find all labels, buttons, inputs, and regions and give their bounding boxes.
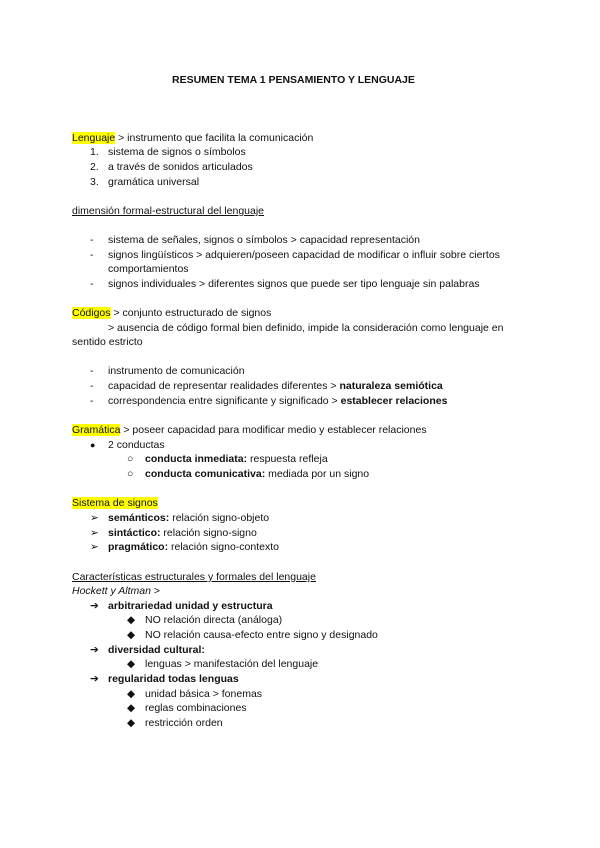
list-item: capacidad de representar realidades diferentes > naturaleza semiótica <box>108 380 443 392</box>
dash-marker: - <box>90 249 94 261</box>
list-item: pragmático: relación signo-contexto <box>108 541 279 553</box>
list-item: unidad básica > fonemas <box>145 688 263 700</box>
list-item: reglas combinaciones <box>145 702 247 714</box>
dash-marker: - <box>90 234 94 246</box>
list-item: correspondencia entre significante y significado > establecer relaciones <box>108 395 448 407</box>
dash-marker: - <box>90 380 94 392</box>
list-item-continuation: comportamientos <box>108 263 189 275</box>
group-title: regularidad todas lenguas <box>108 673 239 685</box>
lenguaje-def: > instrumento que facilita la comunicación <box>115 132 314 144</box>
dash-marker: - <box>90 365 94 377</box>
document-title: RESUMEN TEMA 1 PENSAMIENTO Y LENGUAJE <box>172 74 415 86</box>
list-item: conducta inmediata: respuesta refleja <box>145 453 328 465</box>
list-item: sistema de señales, signos o símbolos > capacidad representación <box>108 234 420 246</box>
caracteristicas-heading: Características estructurales y formales del lenguaje <box>72 571 316 583</box>
list-item: gramática universal <box>108 176 200 188</box>
list-item: NO relación directa (análoga) <box>145 614 283 626</box>
list-item: sintáctico: relación signo-signo <box>108 527 257 539</box>
lenguaje-term: Lenguaje <box>72 132 116 144</box>
list-item: signos lingüísticos > adquieren/poseen capacidad de modificar o influir sobre ciertos <box>108 249 500 261</box>
sistema-term: Sistema de signos <box>72 497 158 509</box>
list-item: 2 conductas <box>108 439 165 451</box>
list-item: lenguas > manifestación del lenguaje <box>145 658 319 670</box>
bullet-icon: ● <box>90 440 96 450</box>
list-item: sistema de signos o símbolos <box>108 146 246 158</box>
codigos-def: > conjunto estructurado de signos <box>110 307 272 319</box>
dash-marker: - <box>90 278 94 290</box>
list-item: conducta comunicativa: mediada por un signo <box>145 468 370 480</box>
list-number: 2. <box>90 161 99 173</box>
circle-bullet-icon: ○ <box>127 468 134 480</box>
diamond-icon: ◆ <box>127 629 136 641</box>
codigos-note: > ausencia de código formal bien definido, impide la consideración como lenguaje en <box>108 322 504 334</box>
diamond-icon: ◆ <box>127 688 136 700</box>
circle-bullet-icon: ○ <box>127 453 134 465</box>
arrow-bullet-icon: ➢ <box>90 527 99 539</box>
list-number: 3. <box>90 176 99 188</box>
gramatica-definition <box>72 424 427 437</box>
list-item: a través de sonidos articulados <box>108 161 253 173</box>
group-title: diversidad cultural: <box>108 644 205 656</box>
dimension-heading: dimensión formal-estructural del lenguaje <box>72 205 265 217</box>
list-number: 1. <box>90 146 99 158</box>
gramatica-def: > poseer capacidad para modificar medio y establecer relaciones <box>120 424 427 436</box>
gramatica-term: Gramática <box>72 424 121 436</box>
arrow-bullet-icon: ➢ <box>90 541 99 553</box>
list-item: restricción orden <box>145 717 223 729</box>
list-item: semánticos: relación signo-objeto <box>108 512 270 524</box>
diamond-icon: ◆ <box>127 614 136 626</box>
codigos-term: Códigos <box>72 307 111 319</box>
arrow-icon: ➔ <box>90 673 99 685</box>
list-item: NO relación causa-efecto entre signo y designado <box>145 629 378 641</box>
codigos-definition <box>72 307 271 320</box>
authors-line: Hockett y Altman > <box>72 585 161 597</box>
diamond-icon: ◆ <box>127 658 136 670</box>
arrow-icon: ➔ <box>90 600 99 612</box>
arrow-bullet-icon: ➢ <box>90 512 99 524</box>
sistema-heading <box>72 497 158 510</box>
group-title: arbitrariedad unidad y estructura <box>108 600 273 612</box>
list-item: instrumento de comunicación <box>108 365 245 377</box>
list-item: signos individuales > diferentes signos que puede ser tipo lenguaje sin palabras <box>108 278 480 290</box>
dash-marker: - <box>90 395 94 407</box>
diamond-icon: ◆ <box>127 702 136 714</box>
codigos-note-cont: sentido estricto <box>72 336 143 348</box>
diamond-icon: ◆ <box>127 717 136 729</box>
lenguaje-definition <box>72 132 313 145</box>
arrow-icon: ➔ <box>90 644 99 656</box>
